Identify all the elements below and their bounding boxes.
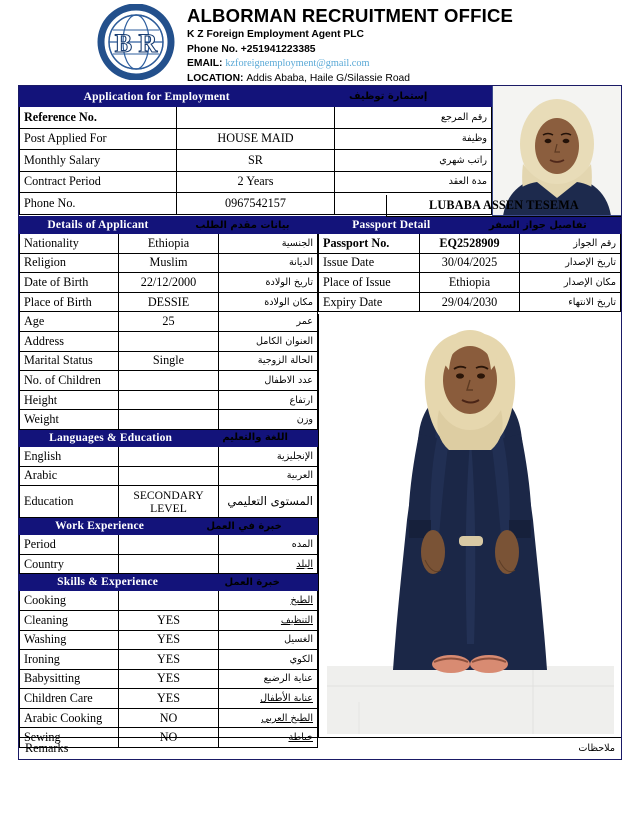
monthly-salary-ar: راتب شهري	[334, 150, 491, 172]
details-bar-row	[20, 217, 318, 234]
weight-label: Weight	[20, 410, 119, 430]
ironing-label: Ironing	[20, 650, 119, 670]
table-row	[20, 234, 318, 254]
table-row	[20, 630, 318, 650]
organization-title: ALBORMAN RECRUITMENT OFFICE	[187, 5, 514, 26]
age-ar: عمر	[218, 312, 317, 332]
application-bar-ar: إستمارة توظيف	[348, 91, 428, 102]
cooking-label: Cooking	[20, 591, 119, 611]
cleaning-ar: التنظيف	[218, 610, 317, 630]
phone-no-label: Phone No.	[20, 193, 177, 215]
company-logo	[97, 4, 175, 80]
table-row	[20, 591, 318, 611]
applicant-details-table	[19, 216, 318, 748]
post-applied-value[interactable]: HOUSE MAID	[177, 128, 334, 150]
application-bar-row	[20, 87, 492, 107]
contract-period-label: Contract Period	[20, 171, 177, 193]
height-ar: ارتفاع	[218, 390, 317, 410]
nationality-value[interactable]: Ethiopia	[119, 234, 218, 254]
arabic-label: Arabic	[20, 466, 119, 486]
no-of-children-label: No. of Children	[20, 371, 119, 391]
height-label: Height	[20, 390, 119, 410]
period-ar: المده	[218, 535, 317, 555]
place-of-birth-value[interactable]: DESSIE	[119, 292, 218, 312]
table-row	[20, 669, 318, 689]
passport-bar-row	[319, 217, 621, 234]
english-ar: الإنجليزية	[218, 446, 317, 466]
table-row	[20, 410, 318, 430]
washing-label: Washing	[20, 630, 119, 650]
table-row	[20, 312, 318, 332]
place-of-birth-ar: مكان الولادة	[218, 292, 317, 312]
height-value[interactable]	[119, 390, 218, 410]
email-label: EMAIL:	[187, 58, 223, 70]
location-line	[187, 73, 513, 86]
reference-no-label: Reference No.	[20, 107, 177, 129]
reference-no-value[interactable]	[177, 107, 334, 129]
expiry-date-value[interactable]: 29/04/2030	[419, 292, 520, 312]
no-of-children-value[interactable]	[119, 371, 218, 391]
education-value[interactable]: SECONDARY LEVEL	[119, 486, 218, 518]
religion-ar: الديانة	[218, 253, 317, 273]
table-row	[20, 390, 318, 410]
languages-bar-en: Languages & Education	[49, 431, 173, 444]
cooking-ar: الطبخ	[218, 591, 317, 611]
table-row	[20, 610, 318, 630]
education-ar: المستوى التعليمي	[218, 486, 317, 518]
age-value[interactable]: 25	[119, 312, 218, 332]
marital-status-ar: الحالة الزوجية	[218, 351, 317, 371]
globe-logo-icon	[97, 4, 175, 80]
children-care-label: Children Care	[20, 689, 119, 709]
email-line	[187, 58, 513, 71]
babysitting-value[interactable]: YES	[119, 669, 218, 689]
post-applied-ar: وظيفة	[334, 128, 491, 150]
monthly-salary-label: Monthly Salary	[20, 150, 177, 172]
religion-value[interactable]: Muslim	[119, 253, 218, 273]
arabic-value[interactable]	[119, 466, 218, 486]
monthly-salary-value[interactable]: SR	[177, 150, 334, 172]
nationality-label: Nationality	[20, 234, 119, 254]
location-label: LOCATION:	[187, 72, 244, 84]
location-value: Addis Ababa, Haile G/Silassie Road	[246, 72, 411, 84]
table-row	[20, 171, 492, 193]
table-row	[20, 128, 492, 150]
date-of-birth-ar: تاريخ الولادة	[218, 273, 317, 293]
passport-no-label: Passport No.	[319, 234, 420, 254]
washing-value[interactable]: YES	[119, 630, 218, 650]
applicant-name: LUBABA ASSEN TESEMA	[386, 195, 621, 217]
table-row	[20, 650, 318, 670]
remarks-label: Remarks	[25, 741, 69, 755]
table-row	[20, 253, 318, 273]
sewing-ar: خياطة	[218, 728, 317, 748]
address-value[interactable]	[119, 331, 218, 351]
table-row	[20, 446, 318, 466]
place-of-issue-value[interactable]: Ethiopia	[419, 273, 520, 293]
country-value[interactable]	[119, 554, 218, 574]
issue-date-value[interactable]: 30/04/2025	[419, 253, 520, 273]
table-row	[319, 292, 621, 312]
period-value[interactable]	[119, 535, 218, 555]
issue-date-label: Issue Date	[319, 253, 420, 273]
country-label: Country	[20, 554, 119, 574]
passport-no-value[interactable]: EQ2528909	[419, 234, 520, 254]
document-header	[0, 0, 639, 82]
table-row	[20, 708, 318, 728]
marital-status-value[interactable]: Single	[119, 351, 218, 371]
babysitting-label: Babysitting	[20, 669, 119, 689]
table-row	[319, 253, 621, 273]
table-row	[319, 234, 621, 254]
remarks-ar: ملاحظات	[578, 743, 615, 754]
phone-no-value[interactable]: 0967542157	[177, 193, 334, 215]
english-value[interactable]	[119, 446, 218, 466]
date-of-birth-value[interactable]: 22/12/2000	[119, 273, 218, 293]
table-row	[20, 150, 492, 172]
arabic-cooking-value[interactable]: NO	[119, 708, 218, 728]
cleaning-value[interactable]: YES	[119, 610, 218, 630]
cooking-value[interactable]	[119, 591, 218, 611]
cleaning-label: Cleaning	[20, 610, 119, 630]
expiry-date-ar: تاريخ الانتهاء	[520, 292, 621, 312]
passport-section-bar	[319, 217, 621, 234]
address-ar: العنوان الكامل	[218, 331, 317, 351]
table-row	[20, 292, 318, 312]
education-label: Education	[20, 486, 119, 518]
table-row	[20, 331, 318, 351]
babysitting-ar: عناية الرضيع	[218, 669, 317, 689]
passport-bar-ar: تفاصيل جواز السفر	[488, 219, 587, 231]
religion-label: Religion	[20, 253, 119, 273]
passport-detail-table	[318, 216, 621, 312]
phone-value: +251941223385	[240, 43, 316, 55]
skills-bar-ar: خبرة العمل	[224, 576, 280, 588]
header-text-block	[187, 5, 513, 85]
place-of-birth-label: Place of Birth	[20, 292, 119, 312]
weight-value[interactable]	[119, 410, 218, 430]
sewing-label: Sewing	[20, 728, 119, 748]
svg-text:B R: B R	[114, 29, 158, 58]
application-section-bar	[20, 87, 492, 107]
work-experience-bar-en: Work Experience	[55, 520, 145, 533]
skills-bar-en: Skills & Experience	[57, 576, 159, 589]
english-label: English	[20, 446, 119, 466]
expiry-date-label: Expiry Date	[319, 292, 420, 312]
application-bar-en: Application for Employment	[83, 90, 230, 103]
work-experience-bar-ar: خبرة في العمل	[206, 520, 282, 532]
washing-ar: الغسيل	[218, 630, 317, 650]
details-bar-en: Details of Applicant	[47, 219, 149, 231]
table-row	[20, 535, 318, 555]
table-row	[20, 371, 318, 391]
children-care-value[interactable]: YES	[119, 689, 218, 709]
full-body-photo	[318, 314, 621, 738]
remarks-row	[19, 737, 621, 759]
table-row	[319, 273, 621, 293]
issue-date-ar: تاريخ الإصدار	[520, 253, 621, 273]
table-row	[20, 689, 318, 709]
email-value[interactable]: kzforeignemployment@gmail.com	[225, 58, 370, 70]
passport-bar-en: Passport Detail	[352, 219, 431, 231]
no-of-children-ar: عدد الاطفال	[218, 371, 317, 391]
contract-period-value[interactable]: 2 Years	[177, 171, 334, 193]
phone-label: Phone No.	[187, 43, 238, 55]
work-experience-section-bar	[20, 518, 318, 535]
table-row	[20, 107, 492, 129]
ironing-ar: الكوي	[218, 650, 317, 670]
work-experience-bar-row	[20, 518, 318, 535]
reference-no-ar: رقم المرجع	[334, 107, 491, 129]
nationality-ar: الجنسية	[218, 234, 317, 254]
languages-bar-row	[20, 429, 318, 446]
company-name: K Z Foreign Employment Agent PLC	[187, 29, 364, 40]
date-of-birth-label: Date of Birth	[20, 273, 119, 293]
table-row	[20, 554, 318, 574]
arabic-ar: العربية	[218, 466, 317, 486]
details-bar-ar: بيانات مقدم الطلب	[195, 219, 290, 231]
languages-bar-ar: اللغة والتعليم	[222, 432, 288, 444]
age-label: Age	[20, 312, 119, 332]
weight-ar: وزن	[218, 410, 317, 430]
contract-period-ar: مدة العقد	[334, 171, 491, 193]
sewing-value[interactable]: NO	[119, 728, 218, 748]
place-of-issue-ar: مكان الإصدار	[520, 273, 621, 293]
children-care-ar: عناية الأطفال	[218, 689, 317, 709]
table-row	[20, 466, 318, 486]
period-label: Period	[20, 535, 119, 555]
table-row	[20, 351, 318, 371]
marital-status-label: Marital Status	[20, 351, 119, 371]
phone-line	[187, 44, 513, 57]
passport-no-ar: رقم الجواز	[520, 234, 621, 254]
languages-section-bar	[20, 429, 318, 446]
table-row	[20, 273, 318, 293]
skills-bar-row	[20, 574, 318, 591]
form-frame	[18, 85, 622, 760]
skills-section-bar	[20, 574, 318, 591]
ironing-value[interactable]: YES	[119, 650, 218, 670]
details-section-bar	[20, 217, 318, 234]
place-of-issue-label: Place of Issue	[319, 273, 420, 293]
arabic-cooking-label: Arabic Cooking	[20, 708, 119, 728]
table-row	[20, 486, 318, 518]
address-label: Address	[20, 331, 119, 351]
post-applied-label: Post Applied For	[20, 128, 177, 150]
country-ar: البلد	[218, 554, 317, 574]
arabic-cooking-ar: الطبخ العربي	[218, 708, 317, 728]
full-body-photo-image	[319, 314, 621, 738]
